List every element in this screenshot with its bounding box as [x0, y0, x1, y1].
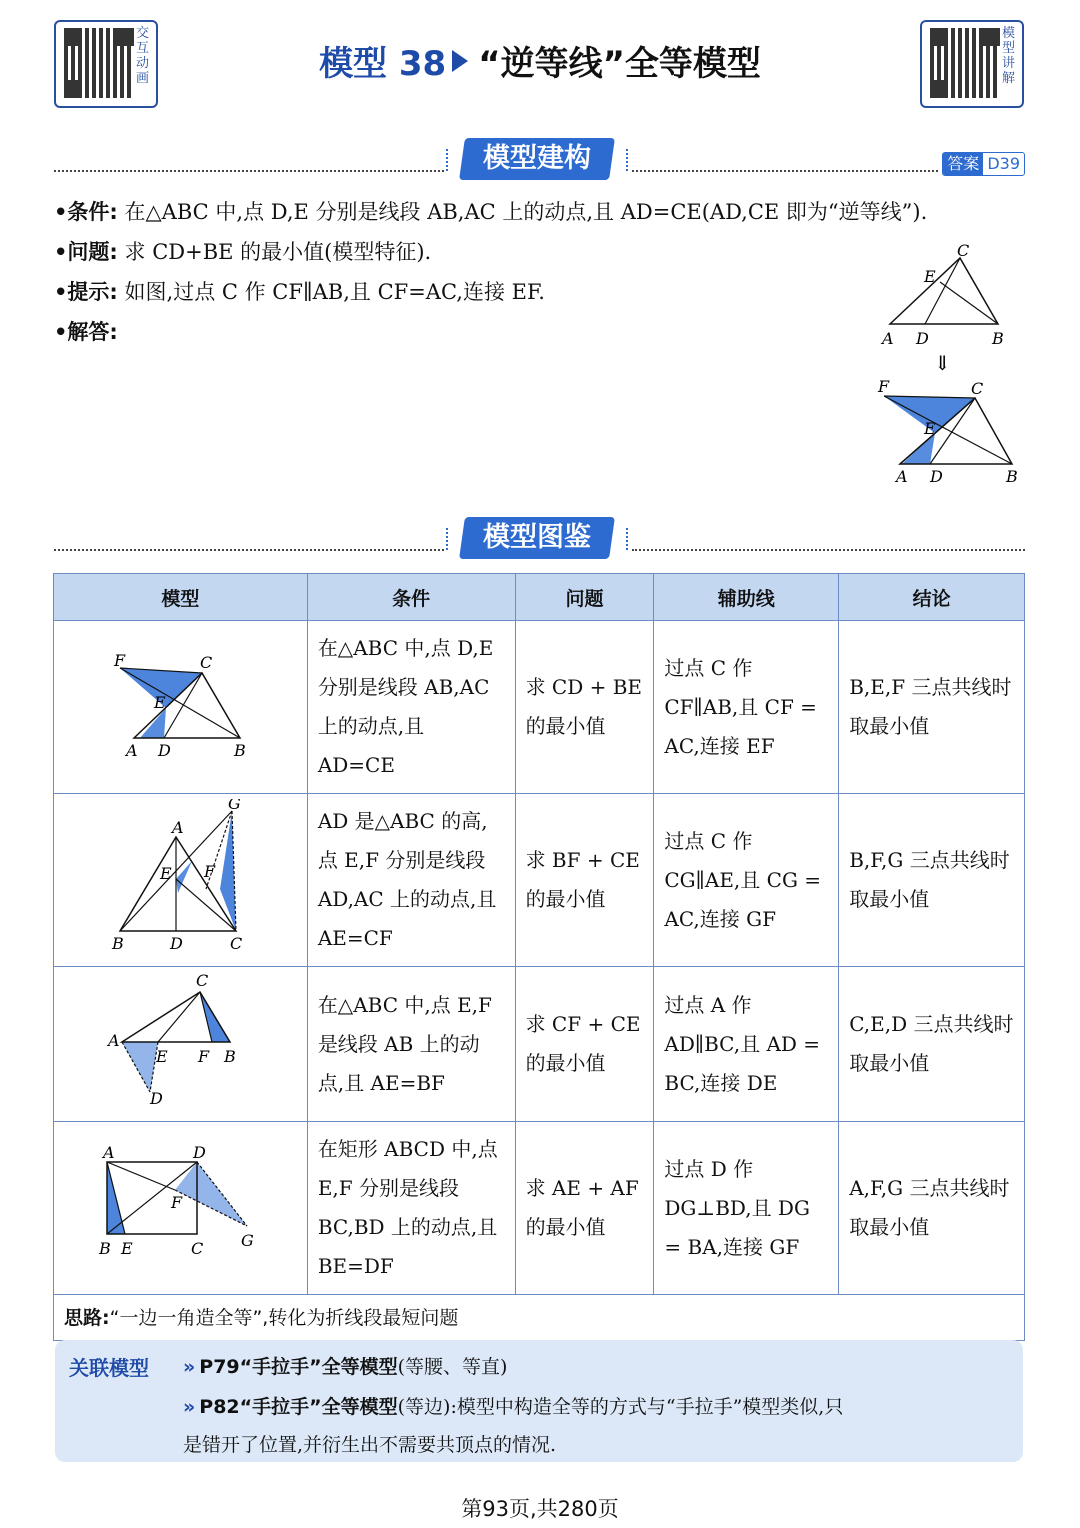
- label-E: E: [924, 419, 936, 438]
- conclusion-cell: A,F,G 三点共线时取最小值: [839, 1122, 1025, 1295]
- label-B: B: [112, 933, 125, 949]
- label-F: F: [878, 377, 890, 396]
- related-label: 关联模型: [69, 1356, 149, 1380]
- label-F: F: [198, 1047, 210, 1066]
- table-row: [54, 621, 1025, 794]
- condition-cell: AD 是△ABC 的高,点 E,F 分别是线段 AD,AC 上的动点,且 AE=CF: [307, 794, 515, 967]
- conclusion-cell: B,F,G 三点共线时取最小值: [839, 794, 1025, 967]
- condition-cell: 在矩形 ABCD 中,点 E,F 分别是线段 BC,BD 上的动点,且 BE=DF: [307, 1122, 515, 1295]
- label-A: A: [882, 329, 894, 348]
- answer-code: D39: [987, 154, 1020, 173]
- related-models-box: [55, 1340, 1023, 1462]
- down-arrow-icon: ⇓: [934, 351, 951, 375]
- model-figure-top: [870, 236, 1030, 490]
- label-C: C: [230, 933, 243, 949]
- thought-row: [54, 1295, 1025, 1341]
- bullet-condition: •条件: 在△ABC 中,点 D,E 分别是线段 AB,AC 上的动点,且 AD=CE(AD,CE 即为“逆等线”).: [54, 200, 928, 224]
- question-cell: 求 BF + CE 的最小值: [515, 794, 654, 967]
- label-F: F: [204, 861, 216, 881]
- col-header-condition: 条件: [307, 574, 515, 621]
- thought-text: “一边一角造全等”,转化为折线段最短问题: [109, 1306, 459, 1329]
- label-D: D: [150, 1089, 164, 1105]
- label-B: B: [224, 1047, 237, 1066]
- table-row: [54, 794, 1025, 967]
- model-figure-2: [54, 794, 308, 967]
- label-A: A: [126, 740, 138, 756]
- conclusion-cell: B,E,F 三点共线时取最小值: [839, 621, 1025, 794]
- aux-cell: 过点 C 作 CF∥AB,且 CF = AC,连接 EF: [654, 621, 839, 794]
- figure-2-triangle: [877, 377, 1018, 486]
- figure-1-triangle: [880, 241, 1004, 348]
- label-C: C: [191, 1238, 204, 1258]
- title-prefix: 模型 38: [319, 44, 447, 84]
- label-A: A: [108, 1031, 120, 1050]
- condition-cell: 在△ABC 中,点 E,F 是线段 AB 上的动点,且 AE=BF: [307, 967, 515, 1122]
- bullet-answer: •解答:: [54, 320, 118, 344]
- answer-tag: [942, 152, 1025, 176]
- question-cell: 求 CD + BE 的最小值: [515, 621, 654, 794]
- label-G: G: [228, 798, 242, 813]
- answer-label: 答案: [943, 153, 983, 175]
- label-F: F: [114, 650, 126, 670]
- section-title-build: 模型建构: [459, 138, 615, 180]
- bullet-question: •问题: 求 CD+BE 的最小值(模型特征).: [54, 240, 432, 264]
- label-G: G: [241, 1230, 255, 1250]
- label-A: A: [103, 1142, 115, 1162]
- label-B: B: [234, 740, 247, 756]
- page-footer: 第93页,共280页: [461, 1497, 619, 1521]
- double-arrow-icon: »: [183, 1396, 196, 1418]
- dotted-divider: [54, 549, 444, 551]
- table-row: [54, 967, 1025, 1122]
- label-E: E: [160, 863, 173, 883]
- condition-cell: 在△ABC 中,点 D,E 分别是线段 AB,AC 上的动点,且 AD=CE: [307, 621, 515, 794]
- label-C: C: [957, 241, 970, 260]
- label-B: B: [992, 329, 1004, 348]
- label-F: F: [171, 1192, 183, 1212]
- aux-cell: 过点 A 作 AD∥BC,且 AD = BC,连接 DE: [654, 967, 839, 1122]
- col-header-question: 问题: [515, 574, 654, 621]
- label-C: C: [200, 652, 213, 672]
- dotted-divider: [54, 170, 444, 172]
- section-tick-left: [446, 528, 451, 550]
- dotted-divider: [632, 549, 1025, 551]
- label-D: D: [158, 740, 172, 756]
- related-link-p79[interactable]: » P79“手拉手”全等模型(等腰、等直): [183, 1356, 508, 1378]
- label-A: A: [896, 467, 908, 486]
- label-D: D: [193, 1142, 207, 1162]
- section-tick-right: [626, 149, 631, 171]
- model-figure-3: [54, 967, 308, 1122]
- label-E: E: [924, 267, 936, 286]
- play-triangle-icon: [452, 50, 468, 72]
- label-B: B: [99, 1238, 112, 1258]
- section-title-gallery: 模型图鉴: [459, 517, 615, 559]
- label-D: D: [930, 467, 943, 486]
- model-figure-1: [54, 621, 308, 794]
- section-tick-left: [446, 149, 451, 171]
- col-header-model: 模型: [54, 574, 308, 621]
- label-D: D: [916, 329, 929, 348]
- section-tick-right: [626, 528, 631, 550]
- qr-left-label: 交互动画: [136, 26, 150, 86]
- col-header-aux-line: 辅助线: [654, 574, 839, 621]
- model-table: [53, 573, 1025, 1341]
- double-arrow-icon: »: [183, 1356, 196, 1378]
- label-E: E: [154, 692, 167, 712]
- related-link-p82[interactable]: » P82“手拉手”全等模型(等边):模型中构造全等的方式与“手拉手”模型类似,只: [183, 1396, 844, 1418]
- bullet-hint: •提示: 如图,过点 C 作 CF∥AB,且 CF=AC,连接 EF.: [54, 280, 545, 304]
- thought-label: 思路:: [64, 1306, 110, 1329]
- table-row: [54, 1122, 1025, 1295]
- aux-cell: 过点 C 作 CG∥AE,且 CG = AC,连接 GF: [654, 794, 839, 967]
- label-D: D: [170, 933, 184, 949]
- aux-cell: 过点 D 作 DG⊥BD,且 DG = BA,连接 GF: [654, 1122, 839, 1295]
- label-C: C: [971, 379, 984, 398]
- title-main: “逆等线”全等模型: [478, 44, 761, 84]
- model-figure-4: [54, 1122, 308, 1295]
- page-title: [0, 36, 1080, 85]
- dotted-divider: [632, 170, 938, 172]
- label-B: B: [1006, 467, 1018, 486]
- label-E: E: [156, 1047, 169, 1066]
- thought-cell: [54, 1295, 1025, 1341]
- label-A: A: [172, 817, 184, 837]
- label-C: C: [196, 971, 209, 990]
- question-cell: 求 CF + CE 的最小值: [515, 967, 654, 1122]
- conclusion-cell: C,E,D 三点共线时取最小值: [839, 967, 1025, 1122]
- col-header-conclusion: 结论: [839, 574, 1025, 621]
- label-E: E: [121, 1238, 134, 1258]
- table-header-row: [54, 574, 1025, 621]
- question-cell: 求 AE + AF 的最小值: [515, 1122, 654, 1295]
- related-continuation: 是错开了位置,并衍生出不需要共顶点的情况.: [183, 1434, 557, 1456]
- qr-right-label: 模型讲解: [1002, 26, 1016, 86]
